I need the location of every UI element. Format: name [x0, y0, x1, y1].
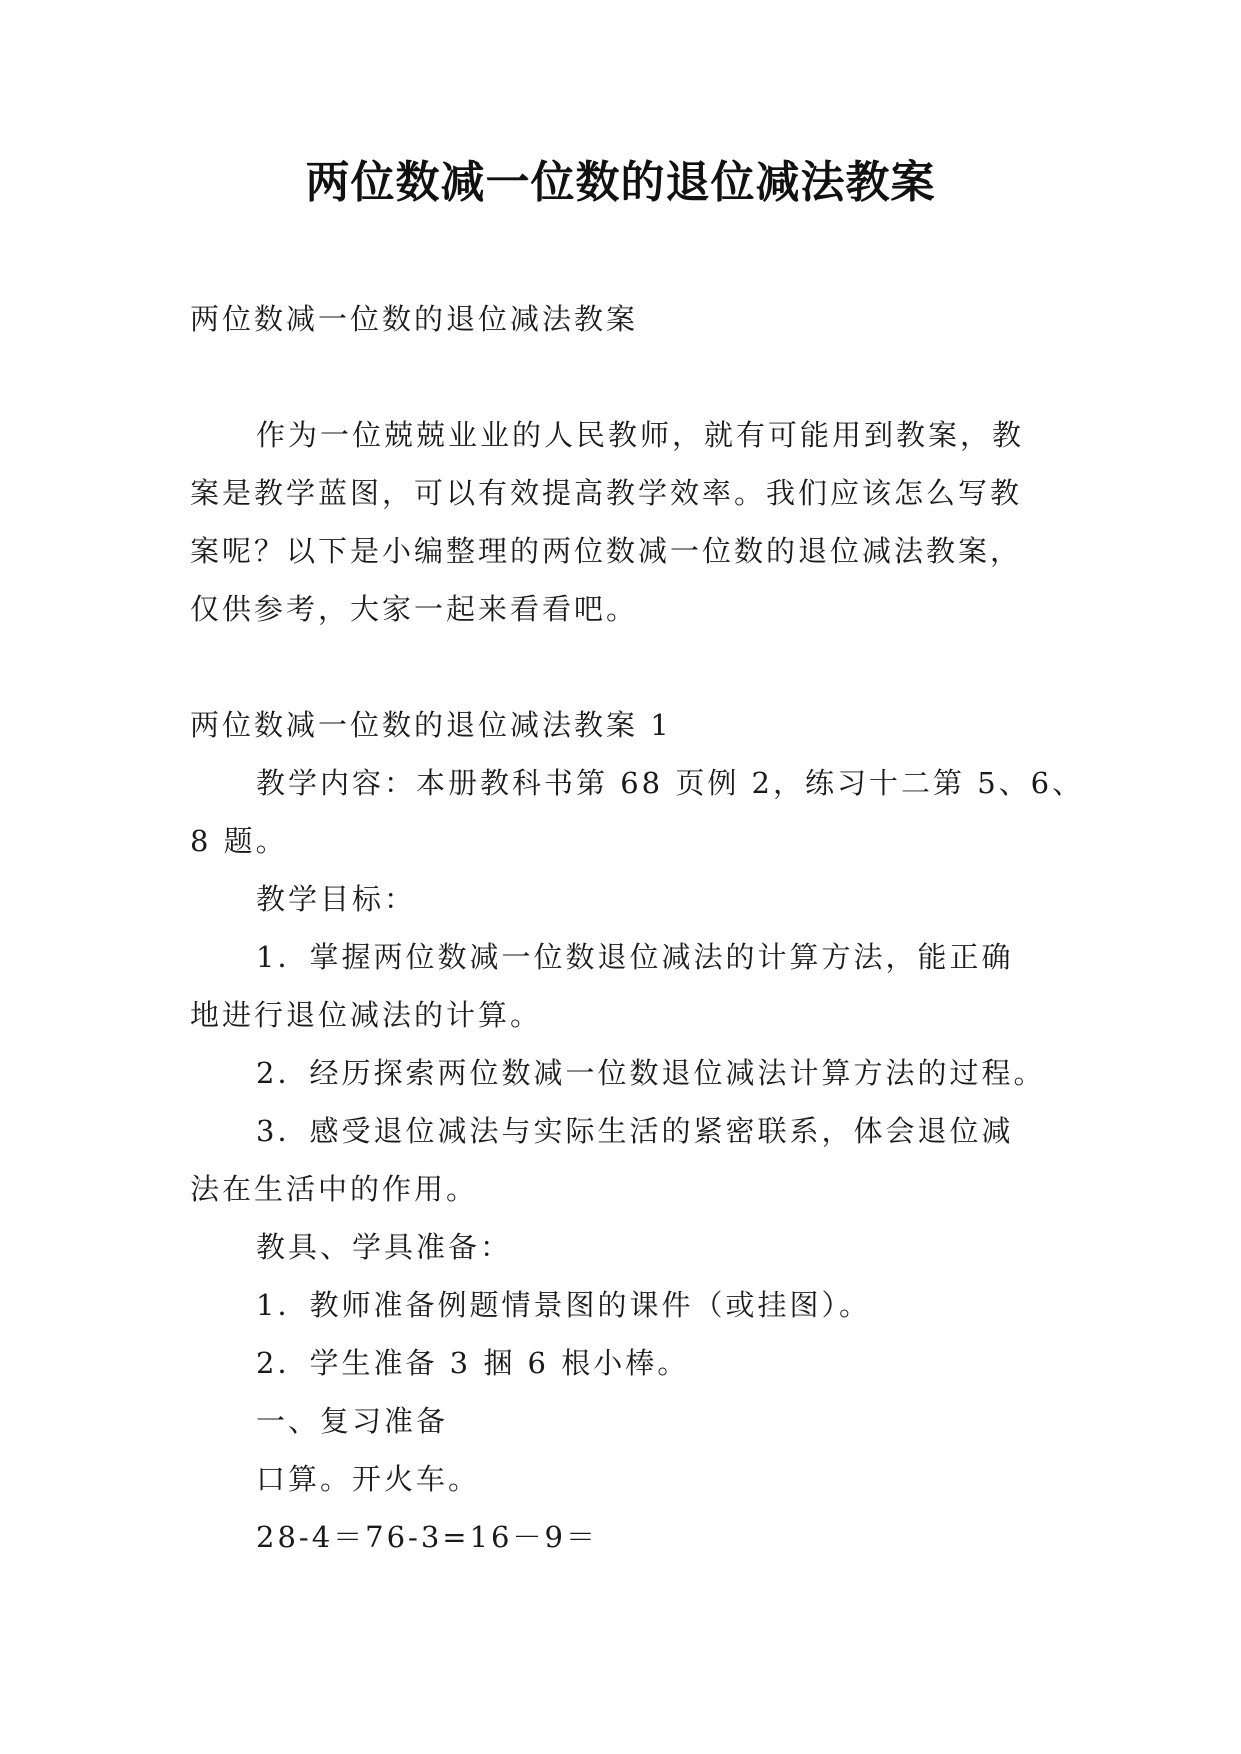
content-line: 教具、学具准备： — [256, 1230, 513, 1264]
content-line: 地进行退位减法的计算。 — [190, 998, 543, 1032]
content-line: 2．学生准备 3 捆 6 根小棒。 — [256, 1346, 690, 1380]
intro-paragraph — [190, 406, 1050, 638]
document-body — [190, 290, 1085, 1566]
content-line: 8 题。 — [190, 824, 288, 858]
content-line: 2．经历探索两位数减一位数退位减法计算方法的过程。 — [256, 1056, 1046, 1090]
content-line: 教学目标： — [256, 882, 417, 916]
intro-line: 仅供参考，大家一起来看看吧。 — [190, 592, 639, 626]
content-line: 3．感受退位减法与实际生活的紧密联系，体会退位减 — [256, 1114, 1014, 1148]
lesson-content — [190, 754, 1085, 1566]
intro-line: 案呢？以下是小编整理的两位数减一位数的退位减法教案， — [190, 534, 1023, 568]
intro-line: 案是教学蓝图，可以有效提高教学效率。我们应该怎么写教 — [190, 476, 1023, 510]
content-line: 教学内容：本册教科书第 68 页例 2，练习十二第 5、6、 — [256, 766, 1085, 800]
content-line: 1．教师准备例题情景图的课件（或挂图）。 — [256, 1288, 871, 1322]
intro-line: 作为一位兢兢业业的人民教师，就有可能用到教案，教 — [256, 418, 1025, 452]
content-line: 1．掌握两位数减一位数退位减法的计算方法，能正确 — [256, 940, 1014, 974]
document-title: 两位数减一位数的退位减法教案 — [305, 157, 936, 208]
content-line: 法在生活中的作用。 — [190, 1172, 479, 1206]
section-heading: 两位数减一位数的退位减法教案 1 — [190, 708, 672, 742]
content-line: 一、复习准备 — [256, 1404, 449, 1438]
content-line: 28-4＝76-3=16－9＝ — [256, 1520, 598, 1554]
content-line: 口算。开火车。 — [256, 1462, 481, 1496]
document-subtitle: 两位数减一位数的退位减法教案 — [190, 302, 639, 336]
